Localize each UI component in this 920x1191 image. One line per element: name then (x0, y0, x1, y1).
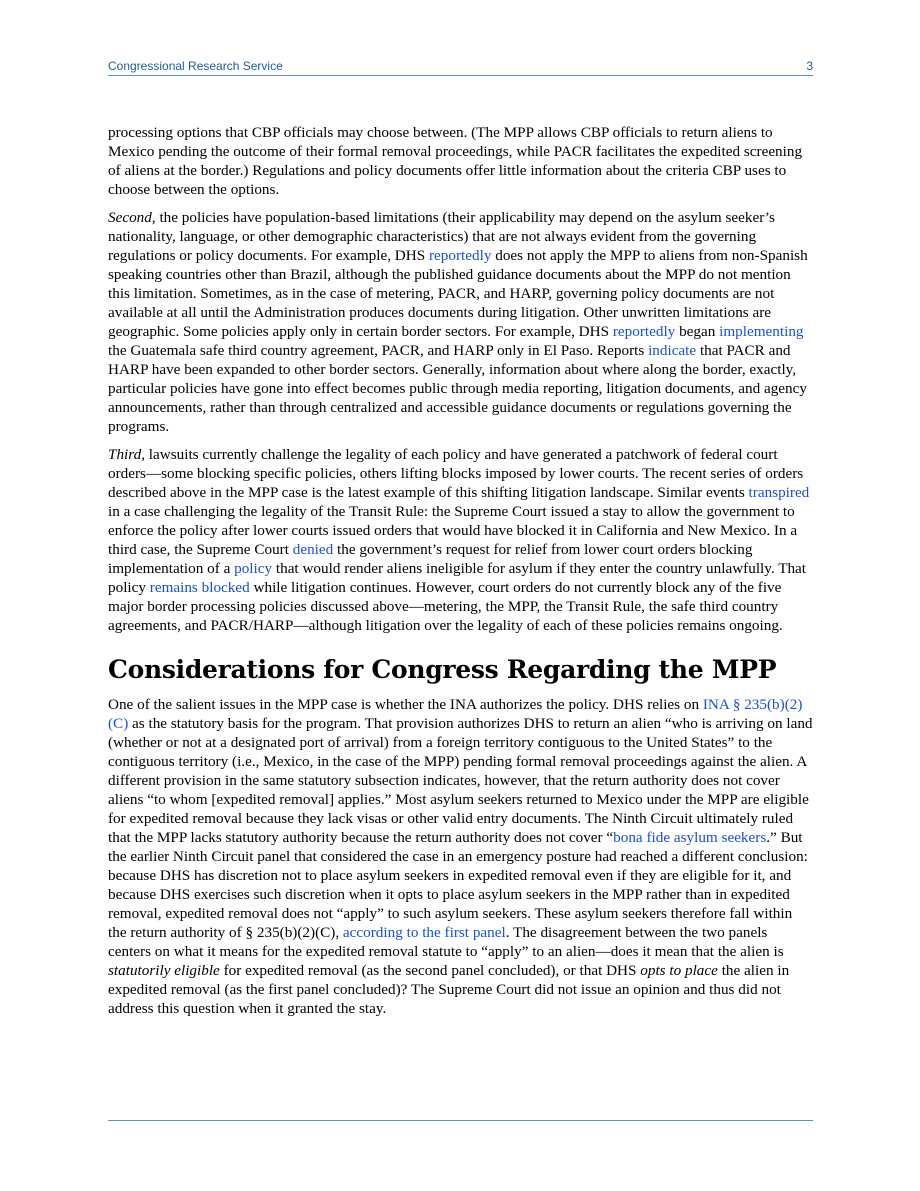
section-heading: Considerations for Congress Regarding the MPP (108, 655, 777, 684)
org-name: Congressional Research Service (108, 59, 283, 73)
link-bona-fide-asylum-seekers[interactable]: bona fide asylum seekers (613, 829, 767, 846)
lead-word: Second (108, 209, 152, 226)
paragraph-2: Second, the policies have population-based limitations (their applicability may depend on the asylum seeker’s nationality, language, or other demographic characteristics) that are not always evident from the governing regulations or policy documents. For example, DHS reportedly does not apply the MPP to aliens from non-Spanish speaking countries other than Brazil, although the published guidance documents about the MPP do not mention this limitation. Sometimes, as in the case of metering, PACR, and HARP, governing policy documents are not available at all until the Administration produces documents during litigation. Other unwritten limitations are geographic. Some policies apply only in certain border sectors. For example, DHS reportedly began implementing the Guatemala safe third country agreement, PACR, and HARP only in El Paso. Reports indicate that PACR and HARP have been expanded to other border sectors. Generally, information about where along the border, exactly, particular policies have gone into effect becomes public through media reporting, litigation documents, and agency announcements, rather than through centralized and accessible guidance documents or regulations governing the programs. (108, 209, 808, 435)
link-denied[interactable]: denied (292, 541, 334, 558)
link-policy[interactable]: policy (234, 560, 273, 577)
lead-word: Third (108, 446, 142, 463)
footer-rule (108, 1120, 813, 1121)
page-header (108, 59, 813, 76)
link-according-to-first-panel[interactable]: according to the first panel (342, 924, 506, 941)
link-reportedly[interactable]: reportedly (429, 247, 492, 264)
document-body (108, 123, 814, 1027)
link-transpired[interactable]: transpired (748, 484, 810, 501)
paragraph-3: Third, lawsuits currently challenge the legality of each policy and have generated a patchwork of federal court orders—some blocking specific policies, others lifting blocks imposed by lower courts. The recent series of orders described above in the MPP case is the latest example of this shifting litigation landscape. Similar events transpired in a case challenging the legality of the Transit Rule: the Supreme Court issued a stay to allow the government to enforce the policy after lower courts issued orders that would have blocked it in California and New Mexico. In a third case, the Supreme Court denied the government’s request for relief from lower court orders blocking implementation of a policy that would render aliens ineligible for asylum if they enter the country unlawfully. That policy remains blocked while litigation continues. However, court orders do not currently block any of the five major border processing policies discussed above—metering, the MPP, the Transit Rule, the safe third country agreements, and PACR/HARP—although litigation over the legality of each of these policies remains ongoing. (108, 446, 810, 634)
link-indicate[interactable]: indicate (648, 342, 697, 359)
link-implementing[interactable]: implementing (719, 323, 804, 340)
page-number: 3 (806, 59, 813, 73)
link-reportedly[interactable]: reportedly (612, 323, 676, 340)
link-ina-235[interactable]: INA § 235(b)(2)(C) (108, 696, 803, 732)
link-remains-blocked[interactable]: remains blocked (149, 579, 250, 596)
paragraph-4: One of the salient issues in the MPP case is whether the INA authorizes the policy. DHS relies on INA § 235(b)(2)(C) as the statutory basis for the program. That provision authorizes DHS to return an alien “who is arriving on land (whether or not at a designated port of arrival) from a foreign territory contiguous to the United States” to the contiguous territory (i.e., Mexico, in the case of the MPP) pending formal removal proceedings against the alien. A different provision in the same statutory subsection indicates, however, that the return authority does not cover aliens “to whom [expedited removal] applies.” Most asylum seekers returned to Mexico under the MPP are eligible for expedited removal because they lack visas or other valid entry documents. The Ninth Circuit ultimately ruled that the MPP lacks statutory authority because the return authority does not cover “bona fide asylum seekers.” But the earlier Ninth Circuit panel that considered the case in an emergency posture had reached a different conclusion: because DHS has discretion not to place asylum seekers in expedited removal even if they are eligible for it, and because DHS exercises such discretion when it opts to place asylum seekers in the MPP rather than in expedited removal, expedited removal does not “apply” to such asylum seekers. These asylum seekers therefore fall within the return authority of § 235(b)(2)(C), according to the first panel. The disagreement between the two panels centers on what it means for the expedited removal statute to “apply” to an alien—does it mean that the alien is statutorily eligible for expedited removal (as the second panel concluded), or that DHS opts to place the alien in expedited removal (as the first panel concluded)? The Supreme Court did not issue an opinion and thus did not address this question when it granted the stay. (108, 696, 813, 1017)
paragraph-1: processing options that CBP officials may choose between. (The MPP allows CBP officials to return aliens to Mexico pending the outcome of their formal removal proceedings, while PACR facilitates the expedited screening of aliens at the border.) Regulations and policy documents offer little information about the criteria CBP uses to choose between the options. (108, 124, 803, 198)
